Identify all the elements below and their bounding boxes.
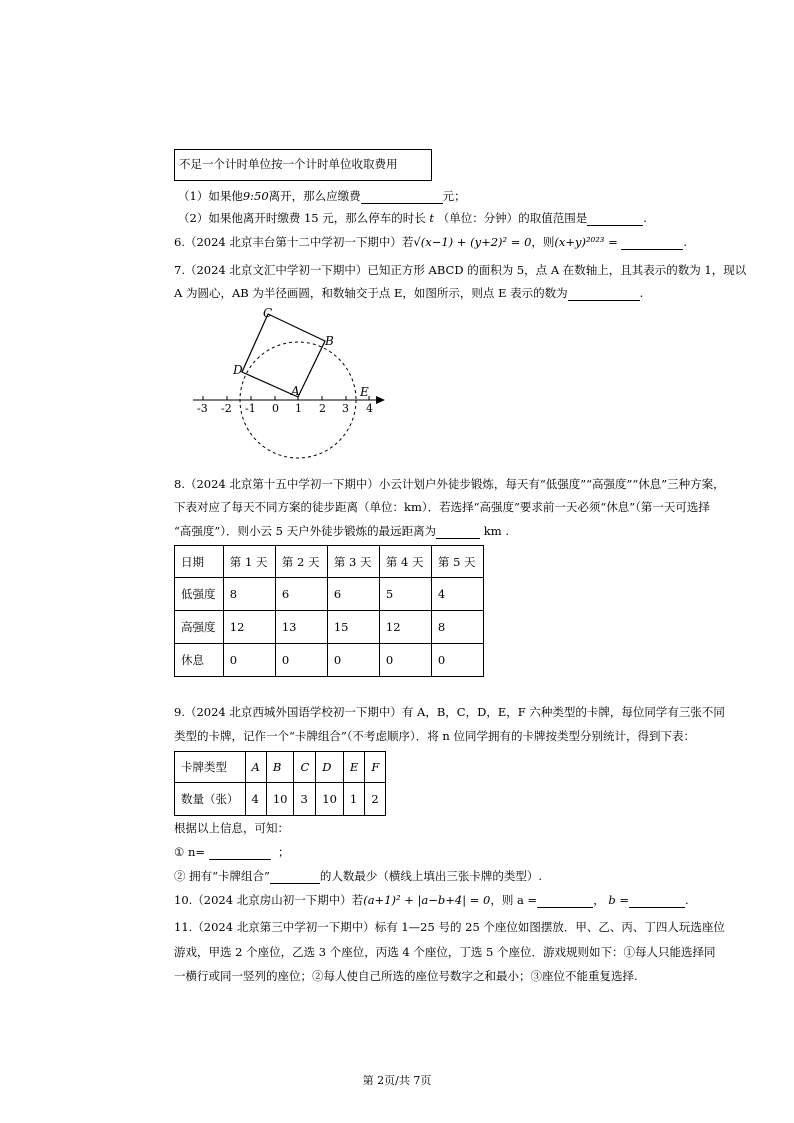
table-cell: 0 <box>275 644 327 677</box>
q10-b-label: b = <box>608 893 630 907</box>
q7-blank[interactable] <box>568 288 640 301</box>
table-cell: 12 <box>223 611 275 644</box>
q9-after: 根据以上信息，可知： <box>174 821 289 835</box>
q9-item2-a: ② 拥有“卡牌组合” <box>174 869 270 883</box>
table-header-cell: 卡牌类型 <box>175 752 246 783</box>
tick-marks <box>203 396 369 400</box>
q5-part1-blank[interactable] <box>361 191 443 204</box>
q10-end: . <box>685 893 689 907</box>
q5-part2-blank[interactable] <box>587 213 643 226</box>
table-header-cell: 第 1 天 <box>223 546 275 578</box>
point-label-a: A <box>291 384 300 398</box>
table-row <box>175 783 386 816</box>
table-cell: 0 <box>431 644 483 677</box>
table-header-cell: 第 5 天 <box>431 546 483 578</box>
table-row <box>175 644 484 677</box>
table-cell: 10 <box>266 783 294 816</box>
table-cell: 4 <box>245 783 266 816</box>
table-header-cell: B <box>266 752 294 783</box>
q7-line2-c: . <box>639 286 644 300</box>
q7-line2 <box>174 285 643 301</box>
q8-line3-b: km . <box>483 524 509 538</box>
page-footer: 第 2页/共 7页 <box>362 1074 432 1087</box>
q9-line2: 类型的卡牌，记作一个“卡牌组合”（不考虑顺序）．将 n 位同学拥有的卡牌按类型分别统计，得到下表： <box>174 729 695 743</box>
table-header-cell: 日期 <box>175 546 224 578</box>
table-header-cell: F <box>365 752 386 783</box>
q11-line1: 11.（2024 北京第三中学初一下期中）标有 1—25 号的 25 个座位如图摆放．甲、乙、丙、丁四人玩选座位 <box>174 920 725 934</box>
table-cell: 数量（张） <box>175 783 246 816</box>
q5-part1 <box>178 188 466 204</box>
tick-label: -3 <box>197 402 208 415</box>
table-header-cell: C <box>294 752 316 783</box>
tick-label: 3 <box>342 402 349 415</box>
point-label-b: B <box>325 334 334 348</box>
q8-distance-table <box>174 545 484 677</box>
q8-line3 <box>174 523 509 539</box>
q9-item1 <box>174 844 289 860</box>
table-header-cell: 第 3 天 <box>327 546 379 578</box>
tick-label: 2 <box>319 402 326 415</box>
table-row <box>175 611 484 644</box>
q5-part1-time: 9:50 <box>242 189 269 203</box>
q9-item2 <box>174 868 542 884</box>
point-label-e: E <box>360 385 369 399</box>
q7-line2-a: A 为圆心， <box>174 286 232 300</box>
tick-label: 0 <box>272 402 279 415</box>
q11-line2: 游戏，甲选 2 个座位，乙选 3 个座位，丙选 4 个座位，丁选 5 个座位．游戏规则如下：①每人只能选择同 <box>174 945 716 959</box>
square-abcd <box>242 314 325 397</box>
q10-a-blank[interactable] <box>537 895 593 908</box>
table-header-cell: A <box>245 752 266 783</box>
table-cell: 3 <box>294 783 316 816</box>
table-cell: 6 <box>327 578 379 611</box>
q5-part1-text-b: 离开，那么应缴费 <box>268 189 361 203</box>
table-header-cell: 第 2 天 <box>275 546 327 578</box>
q8-line2: 下表对应了每天不同方案的徒步距离（单位：km）．若选择“高强度”要求前一天必须“休息”（第一天可选择 <box>174 500 710 514</box>
tick-label: 4 <box>366 402 373 415</box>
q6-expression: (x+y)²⁰²³ = <box>554 235 618 249</box>
tick-label: -2 <box>221 402 232 415</box>
table-cell: 8 <box>431 611 483 644</box>
table-header-row <box>175 546 484 578</box>
q6-condition: √(x−1) + (y+2)² = 0 <box>413 235 532 249</box>
table-cell: 0 <box>223 644 275 677</box>
table-cell: 高强度 <box>175 611 224 644</box>
table-cell: 0 <box>327 644 379 677</box>
q9-card-table <box>174 751 386 816</box>
q8-blank[interactable] <box>436 526 480 539</box>
table-cell: 2 <box>365 783 386 816</box>
q6-mid: ，则 <box>531 235 555 249</box>
table-cell: 6 <box>275 578 327 611</box>
table-cell: 15 <box>327 611 379 644</box>
arrow-head-icon <box>376 396 385 404</box>
q9-item2-b: 的人数最少（横线上填出三张卡牌的类型）. <box>319 869 543 883</box>
table-cell: 13 <box>275 611 327 644</box>
table-cell: 8 <box>223 578 275 611</box>
q10-b-blank[interactable] <box>629 895 685 908</box>
table-row <box>175 578 484 611</box>
q5-part1-text-c: 元； <box>442 189 466 203</box>
point-label-d: D <box>233 363 243 377</box>
table-cell: 4 <box>431 578 483 611</box>
q8-line1: 8.（2024 北京第十五中学初一下期中）小云计划户外徒步锻炼，每天有“低强度”“高强度”“休息”三种方案， <box>174 477 725 491</box>
q5-part2-text-b: （单位：分钟）的取值范围是 <box>437 211 588 225</box>
q7-line1: 7.（2024 北京文汇中学初一下期中）已知正方形 ABCD 的面积为 5，点 A 在数轴上，且其表示的数为 1，现以 <box>174 263 747 277</box>
table-cell: 0 <box>379 644 431 677</box>
q9-item1-b: ； <box>277 845 290 859</box>
q6 <box>174 234 687 250</box>
q9-item1-blank[interactable] <box>209 847 271 860</box>
point-label-c: C <box>263 306 273 320</box>
q11-line3: 一横行或同一竖列的座位；②每人使自己所选的座位号数字之和最小；③座位不能重复选择. <box>174 969 638 983</box>
tick-label: -1 <box>245 402 256 415</box>
q6-end: . <box>683 235 688 249</box>
table-header-cell: D <box>316 752 344 783</box>
square-circle-figure <box>185 300 395 460</box>
tick-label: 1 <box>295 402 302 415</box>
q5-part2-text-a: （2）如果他离开时缴费 15 元，那么停车的时长 <box>178 211 426 225</box>
q8-line3-a: “高强度”）．则小云 5 天户外徒步锻炼的最远距离为 <box>174 524 437 538</box>
q5-part2 <box>178 210 647 226</box>
q9-line1: 9.（2024 北京西城外国语学校初一下期中）有 A，B，C，D，E，F 六种类型的卡牌，每位同学有三张不同 <box>174 705 725 719</box>
q10-sep: ， <box>593 893 605 907</box>
q6-blank[interactable] <box>621 237 683 250</box>
q5-part2-text-c: . <box>643 211 647 225</box>
q10 <box>174 892 689 908</box>
q5-part1-text-a: （1）如果他 <box>178 189 243 203</box>
q9-item1-a: ① n= <box>174 845 206 859</box>
fee-rule-text: 不足一个计时单位按一个计时单位收取费用 <box>179 157 398 171</box>
table-cell: 12 <box>379 611 431 644</box>
q10-prefix: 10.（2024 北京房山初一下期中）若 <box>174 893 364 907</box>
table-cell: 10 <box>316 783 344 816</box>
table-cell: 低强度 <box>175 578 224 611</box>
table-header-cell: 第 4 天 <box>379 546 431 578</box>
q6-prefix: 6.（2024 北京丰台第十二中学初一下期中）若 <box>174 235 414 249</box>
q10-mid: ，则 a = <box>490 893 538 907</box>
table-header-row <box>175 752 386 783</box>
q5-part2-var: t <box>429 211 435 225</box>
q7-line2-b: AB 为半径画圆，和数轴交于点 E，如图所示，则点 E 表示的数为 <box>231 286 568 300</box>
table-cell: 休息 <box>175 644 224 677</box>
q10-condition: (a+1)² + |a−b+4| = 0 <box>363 893 491 907</box>
q9-item2-blank[interactable] <box>270 871 320 884</box>
table-cell: 5 <box>379 578 431 611</box>
table-cell: 1 <box>343 783 364 816</box>
table-header-cell: E <box>343 752 364 783</box>
fee-rule-box <box>174 149 432 181</box>
